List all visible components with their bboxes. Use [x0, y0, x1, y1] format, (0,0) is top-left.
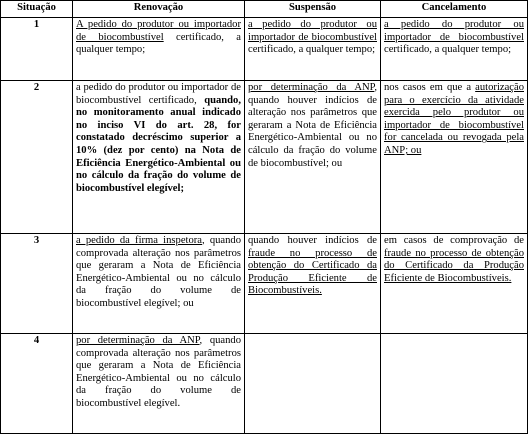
cancelamento-cell — [381, 334, 528, 434]
header-cancelamento: Cancelamento — [381, 1, 528, 18]
cell-text: , quando comprovada alteração nos parâmetros que geraram a Nota de Eficiência Energético-Ambiental ou no cálculo da fração do volume de biocombustível elegível; ou — [76, 235, 242, 309]
underlined-text: autorização para o exercício da atividade exercida pelo produtor ou importador de biocombustível for cancelada ou revogada pela ANP; ou — [384, 82, 524, 156]
cell-text: , quando houver indícios de alteração nos parâmetros que geraram a Nota de Eficiência Energético-Ambiental ou no cálculo da fração do volume de biocombustível; ou — [248, 82, 377, 169]
renovacao-cell — [73, 334, 245, 434]
header-situacao: Situação — [1, 1, 73, 18]
cancelamento-cell — [381, 234, 528, 334]
situacao-number: 1 — [1, 18, 73, 81]
underlined-text: por determinação da ANP — [76, 335, 200, 346]
header-suspensao: Suspensão — [245, 1, 381, 18]
renovacao-cell — [73, 18, 245, 81]
underlined-text: a pedido do produtor ou importador de biocombustível — [384, 19, 524, 43]
cancelamento-cell — [381, 81, 528, 234]
suspensao-cell — [245, 81, 381, 234]
cancelamento-cell — [381, 18, 528, 81]
renovacao-cell — [73, 234, 245, 334]
table-row-4 — [1, 334, 528, 434]
situacao-number: 3 — [1, 234, 73, 334]
cell-text: nos casos em que a — [384, 82, 476, 93]
cell-text: , quando comprovada alteração nos parâmetros que geraram a Nota de Eficiência Energético-Ambiental ou no cálculo da fração do volume de biocombustível elegível. — [76, 335, 242, 409]
cell-text: certificado, a qualquer tempo; — [384, 44, 512, 56]
suspensao-cell — [245, 234, 381, 334]
bold-text: quando, no monitoramento anual indicado no inciso VI do art. 28, for constatado decréscimo superior a 10% (dez por cento) na Nota de Eficiência Energético-Ambiental ou no cálculo da fração do volume de biocombustível elegível; — [76, 94, 241, 194]
table-row-2 — [1, 81, 528, 234]
underlined-text: fraude no processo de obtenção do Certificado da Produção Eficiente de Biocombustíveis. — [384, 247, 524, 284]
cell-text: em casos de comprovação de — [384, 235, 524, 246]
underlined-text: fraude no processo de obtenção do Certificado da Produção Eficiente de Biocombustíveis. — [248, 247, 377, 297]
situacao-number: 2 — [1, 81, 73, 234]
header-row — [1, 1, 528, 18]
underlined-text: a pedido do produtor ou importador de biocombustível — [248, 19, 377, 43]
header-renovacao: Renovação — [73, 1, 245, 18]
table-row-3 — [1, 234, 528, 334]
table-row-1 — [1, 18, 528, 81]
suspensao-cell — [245, 334, 381, 434]
underlined-text: a pedido da firma inspetora — [76, 235, 202, 246]
cell-text: certificado, a qualquer tempo; — [76, 31, 242, 56]
cell-text: quando houver indícios de — [248, 235, 377, 246]
cell-text: certificado, a qualquer tempo; — [248, 44, 376, 56]
cell-text: a pedido do produtor ou importador de biocombustível certificado, — [76, 82, 241, 106]
renovacao-cell — [73, 81, 245, 234]
suspensao-cell — [245, 18, 381, 81]
underlined-text: A pedido do produtor ou importador de biocombustível — [76, 19, 241, 43]
situacao-number: 4 — [1, 334, 73, 434]
underlined-text: por determinação da ANP — [248, 82, 375, 93]
